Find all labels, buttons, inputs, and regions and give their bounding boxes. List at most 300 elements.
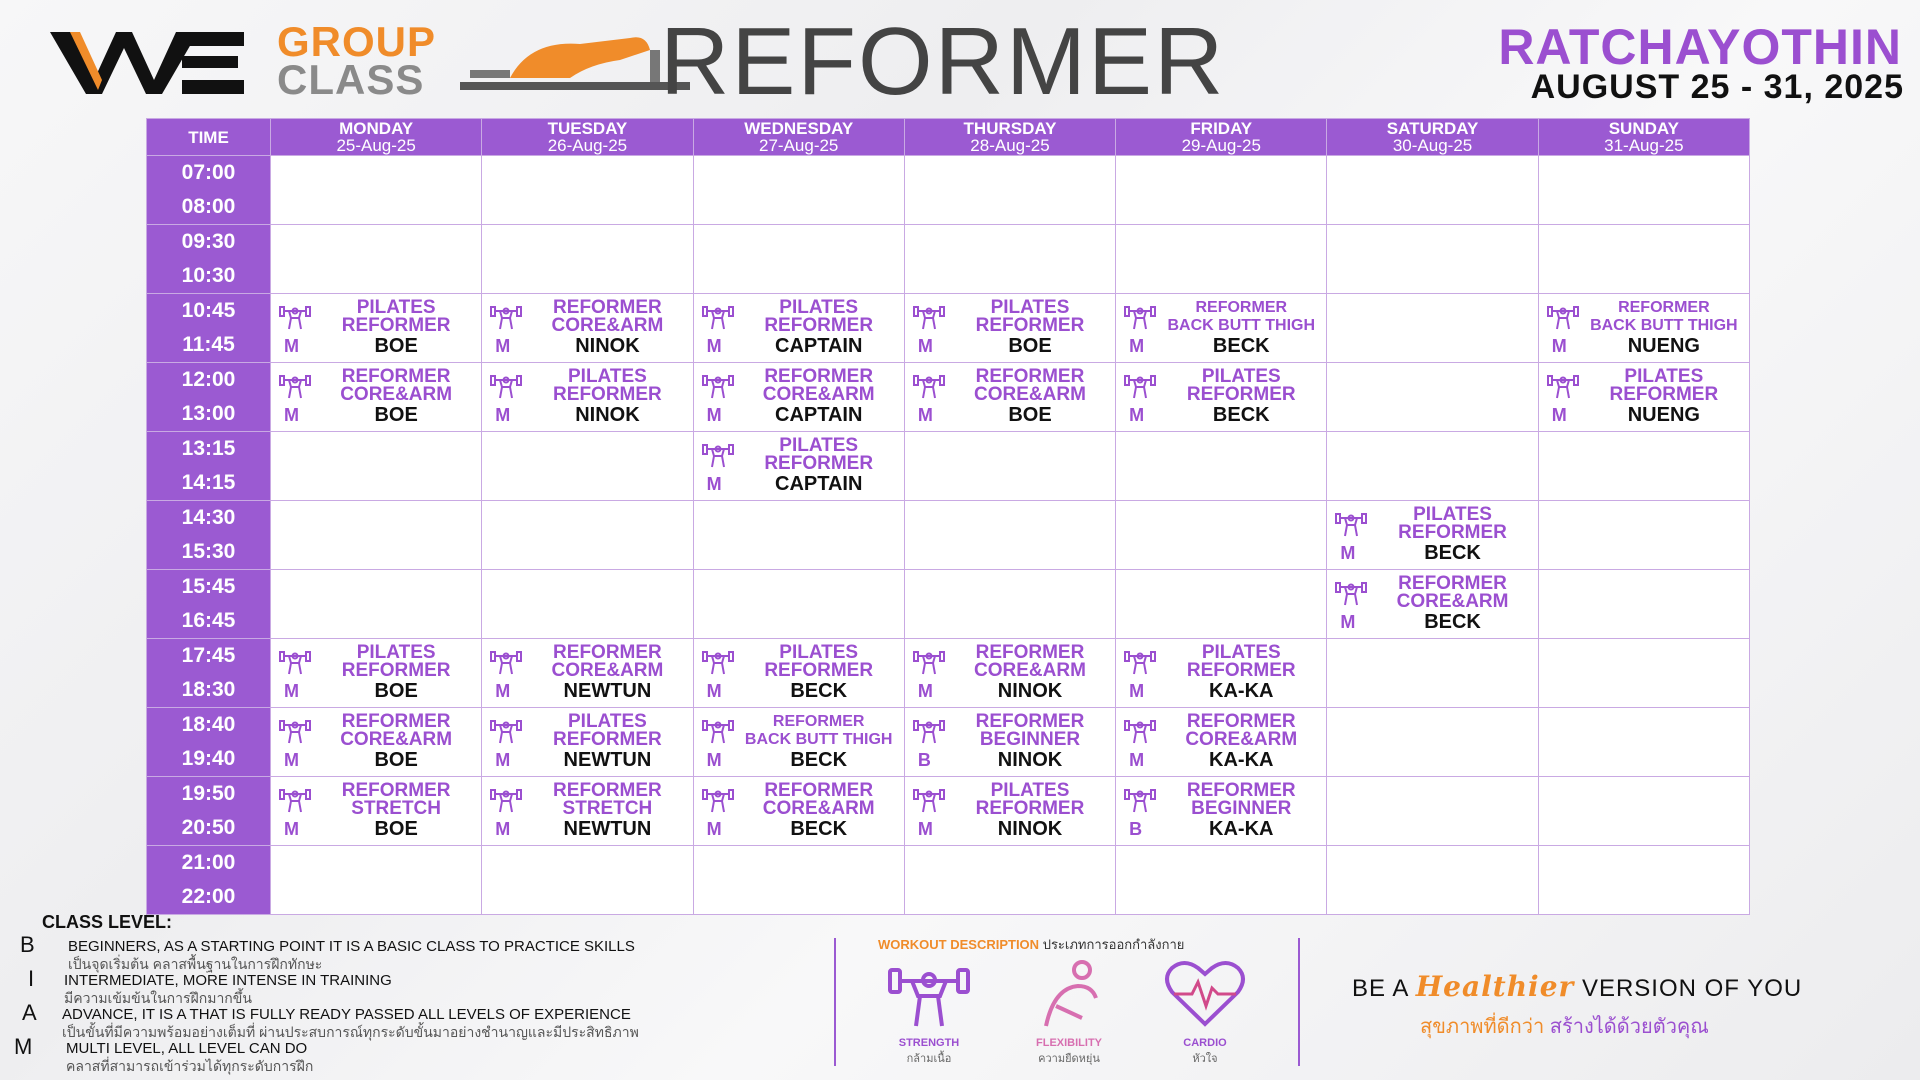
day-name: SATURDAY xyxy=(1386,119,1479,138)
empty-cell xyxy=(1327,777,1538,846)
slogan-post: VERSION OF YOU xyxy=(1581,975,1803,1002)
class-name-line1: PILATES xyxy=(990,780,1070,801)
start-time: 18:40 xyxy=(181,713,236,736)
class-cell[interactable] xyxy=(482,363,693,432)
strength-icon xyxy=(702,440,734,468)
empty-cell xyxy=(693,156,904,225)
class-cell[interactable] xyxy=(904,294,1115,363)
class-card xyxy=(1116,294,1326,362)
level-badge: B xyxy=(917,750,931,770)
strength-icon xyxy=(1124,302,1156,330)
level-badge: M xyxy=(706,405,722,425)
strength-icon xyxy=(1124,716,1156,744)
end-time: 22:00 xyxy=(181,885,236,908)
class-name-line2: REFORMER xyxy=(975,315,1085,336)
day-header-wednesday xyxy=(693,119,904,156)
workout-cardio xyxy=(1150,958,1260,1067)
empty-cell xyxy=(1538,225,1749,294)
time-slot-row xyxy=(147,225,1750,294)
class-name-line2: REFORMER xyxy=(764,660,874,681)
empty-cell xyxy=(1538,846,1749,915)
time-header: TIME xyxy=(147,119,271,156)
strength-icon xyxy=(702,647,734,675)
class-cell[interactable] xyxy=(1116,639,1327,708)
slogan-highlight: Healthier xyxy=(1415,970,1575,1003)
trainer-name: BECK xyxy=(1424,542,1481,564)
empty-cell xyxy=(1116,225,1327,294)
class-cell[interactable] xyxy=(1116,777,1327,846)
class-cell[interactable] xyxy=(693,432,904,501)
class-cell[interactable] xyxy=(1327,570,1538,639)
class-cell[interactable] xyxy=(693,708,904,777)
class-name-line1: REFORMER xyxy=(341,366,451,387)
class-name-line1: REFORMER xyxy=(764,366,874,387)
empty-cell xyxy=(1116,156,1327,225)
slogan-pre: BE A xyxy=(1352,975,1409,1002)
strength-icon xyxy=(913,716,945,744)
trainer-name: CAPTAIN xyxy=(775,473,863,495)
start-time: 10:45 xyxy=(181,299,236,322)
class-card xyxy=(271,708,481,776)
branch-name: RATCHAYOTHIN xyxy=(1498,19,1902,75)
class-name-line2: CORE&ARM xyxy=(974,384,1086,405)
end-time: 19:40 xyxy=(181,747,236,770)
class-name-line2: REFORMER xyxy=(341,315,451,336)
workout-label-thai: ความยืดหยุ่น xyxy=(1038,1053,1100,1065)
class-card xyxy=(1327,501,1537,569)
class-cell[interactable] xyxy=(482,639,693,708)
trainer-name: BOE xyxy=(374,335,418,357)
empty-cell xyxy=(1327,846,1538,915)
class-cell[interactable] xyxy=(693,777,904,846)
class-name-line1: PILATES xyxy=(990,297,1070,318)
class-card xyxy=(694,708,904,776)
empty-cell xyxy=(271,501,482,570)
level-letter: B xyxy=(20,932,35,957)
level-badge: M xyxy=(917,336,933,356)
class-cell[interactable] xyxy=(904,777,1115,846)
class-name-line1: REFORMER xyxy=(341,780,451,801)
level-badge: M xyxy=(495,681,511,701)
class-card xyxy=(482,708,692,776)
level-description: INTERMEDIATE, MORE INTENSE IN TRAINING xyxy=(64,972,392,989)
strength-icon xyxy=(490,302,522,330)
empty-cell xyxy=(1327,432,1538,501)
level-badge: M xyxy=(1551,405,1567,425)
class-card xyxy=(482,777,692,845)
strength-icon xyxy=(490,647,522,675)
empty-cell xyxy=(1116,501,1327,570)
day-name: SUNDAY xyxy=(1608,119,1679,138)
class-card xyxy=(694,432,904,500)
empty-cell xyxy=(271,432,482,501)
strength-icon xyxy=(913,647,945,675)
class-cell[interactable] xyxy=(693,294,904,363)
level-badge: M xyxy=(917,681,933,701)
level-badge: M xyxy=(1551,336,1567,356)
day-header-monday xyxy=(271,119,482,156)
empty-cell xyxy=(271,570,482,639)
workout-label: CARDIO xyxy=(1183,1037,1227,1049)
class-card xyxy=(905,777,1115,845)
day-header-tuesday xyxy=(482,119,693,156)
empty-cell xyxy=(1327,294,1538,363)
time-cell xyxy=(147,501,271,570)
strength-icon xyxy=(702,785,734,813)
class-name-line1: PILATES xyxy=(779,642,859,663)
class-card xyxy=(905,639,1115,707)
strength-icon xyxy=(1335,509,1367,537)
level-badge: B xyxy=(1129,819,1143,839)
class-card xyxy=(271,294,481,362)
class-cell[interactable] xyxy=(693,639,904,708)
class-card xyxy=(905,294,1115,362)
strength-icon xyxy=(1547,371,1579,399)
class-name-line2: REFORMER xyxy=(975,798,1085,819)
level-badge: M xyxy=(284,750,299,770)
class-name-line2: CORE&ARM xyxy=(1185,729,1298,750)
class-card xyxy=(1116,708,1326,776)
level-badge: M xyxy=(706,336,722,356)
class-cell[interactable] xyxy=(271,363,482,432)
class-cell[interactable] xyxy=(1116,708,1327,777)
header xyxy=(0,0,1920,118)
trainer-name: BOE xyxy=(374,680,418,702)
time-cell xyxy=(147,639,271,708)
trainer-name: BOE xyxy=(1008,404,1052,426)
time-cell xyxy=(147,156,271,225)
strength-icon xyxy=(279,647,311,675)
class-name-line2: REFORMER xyxy=(1609,384,1719,405)
start-time: 14:30 xyxy=(181,506,236,529)
class-name-line2: STRETCH xyxy=(351,798,441,819)
level-badge: M xyxy=(706,819,722,839)
time-slot-row xyxy=(147,639,1750,708)
trainer-name: BECK xyxy=(1212,404,1270,426)
class-name-line1: REFORMER xyxy=(975,642,1085,663)
start-time: 13:15 xyxy=(181,437,236,460)
class-name-line2: CORE&ARM xyxy=(551,315,664,336)
time-cell xyxy=(147,432,271,501)
day-date: 27-Aug-25 xyxy=(759,136,839,155)
trainer-name: NEWTUN xyxy=(563,749,652,771)
class-name-line2: BEGINNER xyxy=(979,729,1081,750)
empty-cell xyxy=(693,846,904,915)
time-cell xyxy=(147,225,271,294)
class-cell[interactable] xyxy=(271,639,482,708)
class-card xyxy=(694,363,904,431)
empty-cell xyxy=(1538,501,1749,570)
class-name-line1: PILATES xyxy=(1624,366,1704,387)
empty-cell xyxy=(482,225,693,294)
class-name-line2: REFORMER xyxy=(1398,522,1507,543)
empty-cell xyxy=(1538,639,1749,708)
time-cell xyxy=(147,846,271,915)
day-date: 29-Aug-25 xyxy=(1181,136,1261,155)
slogan-thai-a: สุขภาพที่ดีกว่า xyxy=(1420,1016,1545,1038)
level-description-thai: มีความเข้มข้นในการฝึกมากขึ้น xyxy=(64,990,252,1006)
start-time: 09:30 xyxy=(181,230,236,253)
empty-cell xyxy=(904,846,1115,915)
class-cell[interactable] xyxy=(1538,294,1749,363)
strength-icon xyxy=(702,716,734,744)
strength-icon xyxy=(886,958,972,1030)
divider xyxy=(834,938,836,1066)
empty-cell xyxy=(904,570,1115,639)
start-time: 15:45 xyxy=(181,575,236,598)
trainer-name: NINOK xyxy=(997,680,1063,702)
class-cell[interactable] xyxy=(1116,294,1327,363)
flexibility-icon xyxy=(1026,958,1112,1030)
class-cell[interactable] xyxy=(693,363,904,432)
trainer-name: NINOK xyxy=(575,335,640,357)
schedule-dates: AUGUST 25 - 31, 2025 xyxy=(1530,68,1904,106)
class-cell[interactable] xyxy=(904,363,1115,432)
class-card xyxy=(905,708,1115,776)
class-cell[interactable] xyxy=(904,708,1115,777)
empty-cell xyxy=(1538,432,1749,501)
class-cell[interactable] xyxy=(1327,501,1538,570)
start-time: 12:00 xyxy=(181,368,236,391)
class-card xyxy=(1116,363,1326,431)
class-name-line2: CORE&ARM xyxy=(762,384,875,405)
time-slot-row xyxy=(147,570,1750,639)
level-description: MULTI LEVEL, ALL LEVEL CAN DO xyxy=(66,1040,308,1057)
time-cell xyxy=(147,294,271,363)
class-name-line1: PILATES xyxy=(1201,366,1281,387)
empty-cell xyxy=(1116,846,1327,915)
class-cell[interactable] xyxy=(271,294,482,363)
start-time: 07:00 xyxy=(181,161,236,184)
level-description: BEGINNERS, AS A STARTING POINT IT IS A BASIC CLASS TO PRACTICE SKILLS xyxy=(68,938,635,955)
day-header-friday xyxy=(1116,119,1327,156)
day-header-sunday xyxy=(1538,119,1749,156)
empty-cell xyxy=(1327,225,1538,294)
trainer-name: NINOK xyxy=(997,818,1063,840)
class-name-line2: REFORMER xyxy=(553,384,662,405)
start-time: 17:45 xyxy=(181,644,236,667)
start-time: 21:00 xyxy=(181,851,236,874)
strength-icon xyxy=(913,302,945,330)
trainer-name: KA-KA xyxy=(1209,818,1274,840)
end-time: 11:45 xyxy=(182,333,235,356)
class-name-line1: REFORMER xyxy=(1195,299,1288,316)
end-time: 20:50 xyxy=(181,816,236,839)
level-badge: M xyxy=(495,750,511,770)
trainer-name: BOE xyxy=(374,404,418,426)
empty-cell xyxy=(482,570,693,639)
class-name-line2: REFORMER xyxy=(341,660,451,681)
class-card xyxy=(482,639,692,707)
trainer-name: BECK xyxy=(1424,611,1481,633)
class-cell[interactable] xyxy=(482,708,693,777)
empty-cell xyxy=(904,225,1115,294)
class-card xyxy=(271,777,481,845)
level-badge: M xyxy=(284,405,299,425)
level-badge: M xyxy=(917,819,933,839)
level-letter: M xyxy=(14,1034,33,1059)
class-card xyxy=(1539,294,1749,362)
class-name-line1: PILATES xyxy=(1201,642,1281,663)
class-name-line1: REFORMER xyxy=(764,780,874,801)
strength-icon xyxy=(279,785,311,813)
empty-cell xyxy=(693,570,904,639)
end-time: 13:00 xyxy=(181,402,236,425)
class-name-line1: REFORMER xyxy=(553,642,662,663)
strength-icon xyxy=(279,302,311,330)
time-slot-row xyxy=(147,363,1750,432)
strength-icon xyxy=(1124,785,1156,813)
class-card xyxy=(694,294,904,362)
class-name-line2: BACK BUTT THIGH xyxy=(744,731,893,748)
time-slot-row xyxy=(147,846,1750,915)
class-name-line2: CORE&ARM xyxy=(1396,591,1509,612)
strength-icon xyxy=(490,716,522,744)
end-time: 16:45 xyxy=(181,609,236,632)
level-badge: M xyxy=(1340,543,1356,563)
day-date: 28-Aug-25 xyxy=(970,136,1050,155)
class-name-line1: PILATES xyxy=(568,366,647,387)
day-date: 31-Aug-25 xyxy=(1604,136,1684,155)
level-letter: I xyxy=(28,966,35,991)
class-name-line2: REFORMER xyxy=(553,729,662,750)
class-cell[interactable] xyxy=(482,294,693,363)
trainer-name: NINOK xyxy=(575,404,640,426)
class-card xyxy=(271,363,481,431)
class-card xyxy=(1327,570,1537,638)
level-badge: M xyxy=(495,819,511,839)
time-slot-row xyxy=(147,156,1750,225)
level-badge: M xyxy=(706,750,722,770)
class-name-line1: REFORMER xyxy=(1186,711,1296,732)
class-name-line1: PILATES xyxy=(356,297,436,318)
class-name-line2: REFORMER xyxy=(1186,384,1296,405)
strength-icon xyxy=(913,785,945,813)
class-name-line2: CORE&ARM xyxy=(974,660,1086,681)
class-cell[interactable] xyxy=(904,639,1115,708)
trainer-name: BECK xyxy=(1212,335,1270,357)
level-badge: M xyxy=(706,474,722,494)
schedule-header-row xyxy=(147,119,1750,156)
time-slot-row xyxy=(147,501,1750,570)
level-letter: A xyxy=(22,1000,37,1025)
end-time: 18:30 xyxy=(181,678,236,701)
class-card xyxy=(694,777,904,845)
class-name-line1: REFORMER xyxy=(553,297,662,318)
trainer-name: KA-KA xyxy=(1209,749,1274,771)
footer xyxy=(0,910,1920,1080)
level-badge: M xyxy=(706,681,722,701)
level-badge: M xyxy=(284,336,299,356)
class-cell[interactable] xyxy=(482,777,693,846)
class-name-line1: PILATES xyxy=(568,711,647,732)
class-name-line1: REFORMER xyxy=(1398,573,1507,594)
workout-label: FLEXIBILITY xyxy=(1036,1037,1102,1049)
class-card xyxy=(482,294,692,362)
empty-cell xyxy=(1538,156,1749,225)
level-description: ADVANCE, IT IS A THAT IS FULLY READY PASSED ALL LEVELS OF EXPERIENCE xyxy=(62,1006,631,1023)
empty-cell xyxy=(271,156,482,225)
level-badge: M xyxy=(917,405,933,425)
class-name-line2: REFORMER xyxy=(764,315,874,336)
empty-cell xyxy=(271,846,482,915)
day-name: FRIDAY xyxy=(1190,119,1253,138)
class-name-line1: PILATES xyxy=(1413,504,1492,525)
start-time: 19:50 xyxy=(181,782,236,805)
empty-cell xyxy=(271,225,482,294)
empty-cell xyxy=(1327,708,1538,777)
time-slot-row xyxy=(147,432,1750,501)
empty-cell xyxy=(482,501,693,570)
class-card xyxy=(271,639,481,707)
level-description-thai: เป็นขั้นที่มีความพร้อมอย่างเต็มที่ ผ่านประสบการณ์ทุกระดับขั้นมาอย่างชำนาญและมีประสิทธิภาพ xyxy=(62,1024,639,1040)
class-card xyxy=(1116,639,1326,707)
slogan-thai-b: สร้างได้ด้วยตัวคุณ xyxy=(1549,1016,1709,1038)
trainer-name: BECK xyxy=(790,680,848,702)
class-name-line2: CORE&ARM xyxy=(340,729,453,750)
level-description-thai: เป็นจุดเริ่มต้น คลาสพื้นฐานในการฝึกทักษะ xyxy=(68,956,323,972)
empty-cell xyxy=(693,501,904,570)
schedule-body xyxy=(147,156,1750,915)
class-cell[interactable] xyxy=(1538,363,1749,432)
end-time: 15:30 xyxy=(181,540,236,563)
time-slot-row xyxy=(147,294,1750,363)
class-cell[interactable] xyxy=(1116,363,1327,432)
end-time: 08:00 xyxy=(181,195,236,218)
level-description-thai: คลาสที่สามารถเข้าร่วมได้ทุกระดับการฝึก xyxy=(66,1058,314,1074)
time-cell xyxy=(147,570,271,639)
trainer-name: NEWTUN xyxy=(563,818,652,840)
time-slot-row xyxy=(147,708,1750,777)
empty-cell xyxy=(904,156,1115,225)
workout-strength xyxy=(874,958,984,1067)
day-name: MONDAY xyxy=(339,119,414,138)
end-time: 14:15 xyxy=(181,471,236,494)
strength-icon xyxy=(1335,578,1367,606)
day-name: TUESDAY xyxy=(547,119,628,138)
time-cell xyxy=(147,363,271,432)
trainer-name: KA-KA xyxy=(1209,680,1274,702)
level-badge: M xyxy=(495,405,511,425)
trainer-name: BOE xyxy=(374,818,418,840)
strength-icon xyxy=(702,302,734,330)
class-name-line2: STRETCH xyxy=(562,798,653,819)
class-cell[interactable] xyxy=(271,708,482,777)
class-name-line1: REFORMER xyxy=(975,366,1085,387)
empty-cell xyxy=(482,846,693,915)
class-cell[interactable] xyxy=(271,777,482,846)
class-card xyxy=(1116,777,1326,845)
day-date: 26-Aug-25 xyxy=(547,136,628,155)
class-name-line1: REFORMER xyxy=(1186,780,1296,801)
class-name-line2: CORE&ARM xyxy=(551,660,664,681)
class-name-line2: CORE&ARM xyxy=(340,384,453,405)
class-card xyxy=(905,363,1115,431)
empty-cell xyxy=(482,156,693,225)
we-logo xyxy=(50,24,250,96)
svg-text:WE: WE xyxy=(150,74,152,75)
class-card xyxy=(1539,363,1749,431)
time-cell xyxy=(147,777,271,846)
empty-cell xyxy=(693,225,904,294)
trainer-name: BECK xyxy=(790,818,848,840)
trainer-name: NUENG xyxy=(1627,335,1700,357)
day-name: WEDNESDAY xyxy=(744,119,854,138)
strength-icon xyxy=(1124,647,1156,675)
trainer-name: BOE xyxy=(1008,335,1052,357)
trainer-name: BOE xyxy=(374,749,418,771)
empty-cell xyxy=(1327,363,1538,432)
